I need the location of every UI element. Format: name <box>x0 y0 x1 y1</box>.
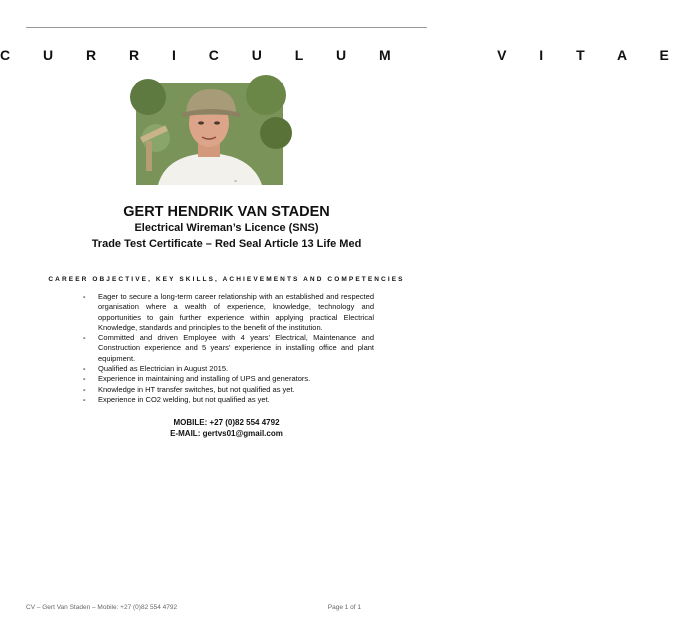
section-heading: CAREER OBJECTIVE, KEY SKILLS, ACHIEVEMENTS AND COMPETENCIES <box>48 276 405 283</box>
header-rule <box>26 27 427 28</box>
page-number: Page 1 of 1 <box>327 604 361 611</box>
bullet-dash: - <box>83 374 86 384</box>
profile-photo <box>136 83 283 185</box>
list-item: - Qualified as Electrician in August 2015. <box>83 364 229 374</box>
certificate-subtitle: Trade Test Certificate – Red Seal Article 13 Life Med <box>91 238 362 250</box>
email-address: E-MAIL: gertvs01@gmail.com <box>170 429 283 438</box>
bullet-dash: - <box>83 333 86 343</box>
svg-text:~: ~ <box>234 179 237 185</box>
list-item: - Experience in maintaining and installing of UPS and generators. <box>83 374 311 384</box>
bullet-dash: - <box>83 394 86 404</box>
bullet-dash: - <box>83 292 86 301</box>
candidate-name: GERT HENDRIK VAN STADEN <box>123 204 330 220</box>
bullet-dash: - <box>83 364 86 374</box>
list-item: - Knowledge in HT transfer switches, but not qualified as yet. <box>83 384 295 394</box>
objectives-list <box>82 292 374 405</box>
licence-subtitle: Electrical Wireman’s Licence (SNS) <box>134 222 319 234</box>
document-title: C U R R I C U L U M V I T A E <box>0 47 683 63</box>
list-item: - Committed and driven Employee with 4 years’ Electrical, Maintenance and Construction experience and 5 years’ experience in installing office and plant equipment. <box>83 333 374 363</box>
footer-text: CV – Gert Van Staden – Mobile: +27 (0)82 554 4792 <box>26 604 178 611</box>
bullet-dash: - <box>83 384 86 394</box>
list-item: - Experience in CO2 welding, but not qualified as yet. <box>83 394 270 404</box>
mobile-number: MOBILE: +27 (0)82 554 4792 <box>173 418 280 427</box>
list-item: - Eager to secure a long-term career relationship with an established and respected organisation where a wealth of experience, knowledge, technology and opportunities to gain further experience within applying practical Electrical Knowledge, standards and principles to the benefit of the institution. <box>83 292 374 332</box>
